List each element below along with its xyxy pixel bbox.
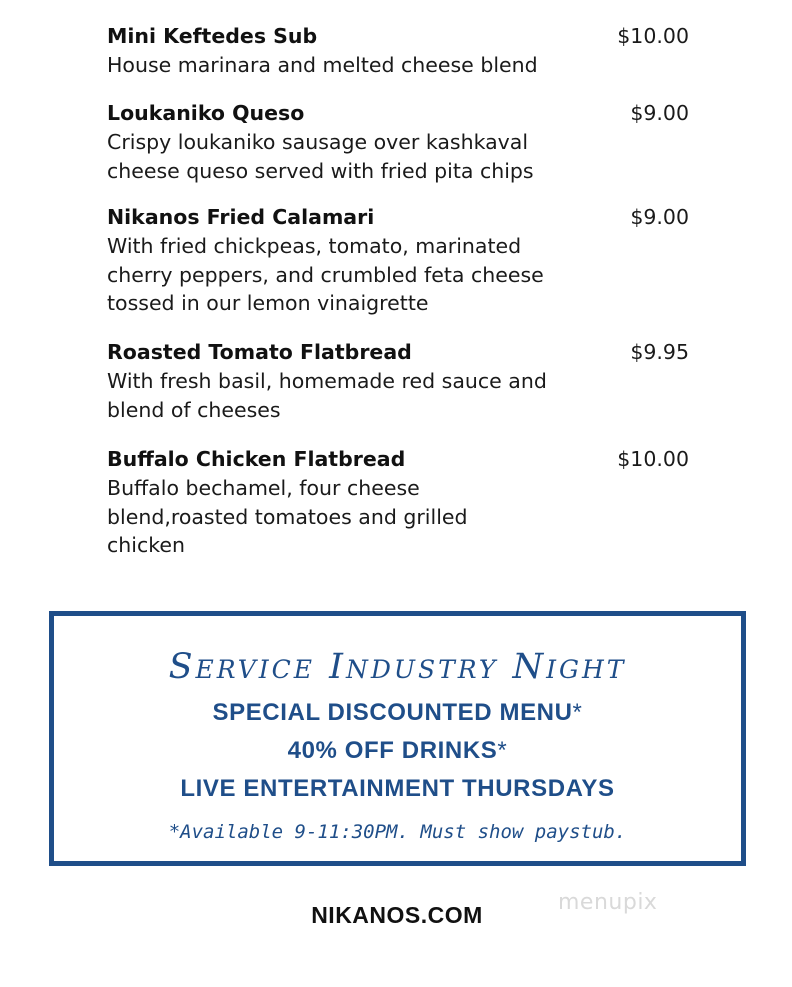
- promo-availability-note: *Available 9-11:30PM. Must show paystub.: [168, 821, 627, 843]
- item-price: $10.00: [617, 447, 689, 471]
- website-link[interactable]: NIKANOS.COM: [311, 902, 483, 928]
- menu-item-loukaniko-queso: [107, 99, 689, 185]
- item-price: $10.00: [617, 24, 689, 48]
- menu-item-nikanos-fried-calamari: [107, 203, 689, 318]
- promo-line-live-entertainment: LIVE ENTERTAINMENT THURSDAYS: [180, 775, 615, 802]
- item-name: Nikanos Fried Calamari: [107, 205, 375, 229]
- item-description-line: chicken: [107, 533, 185, 557]
- item-price: $9.95: [630, 340, 689, 364]
- menupix-watermark: menupix: [558, 890, 658, 915]
- promo-line-text: 40% OFF DRINKS: [287, 737, 498, 764]
- item-description-line: cherry peppers, and crumbled feta cheese: [107, 262, 544, 287]
- item-price: $9.00: [630, 101, 689, 125]
- item-description-line: With fried chickpeas, tomato, marinated: [107, 234, 522, 258]
- item-description-line: With fresh basil, homemade red sauce and: [107, 369, 547, 393]
- menu-item-mini-keftedes-sub: [107, 22, 689, 80]
- menu-item-roasted-tomato-flatbread: [107, 338, 689, 424]
- item-price: $9.00: [630, 205, 689, 229]
- item-name: Loukaniko Queso: [107, 101, 305, 125]
- asterisk: *: [497, 737, 508, 764]
- item-name: Mini Keftedes Sub: [107, 24, 318, 48]
- item-name: Roasted Tomato Flatbread: [107, 340, 412, 364]
- promo-title: Service Industry Night: [168, 647, 627, 687]
- promo-line-text: SPECIAL DISCOUNTED MENU: [212, 699, 573, 726]
- promo-line-drinks: [54, 736, 741, 766]
- asterisk: *: [572, 699, 583, 726]
- service-industry-night-box: [49, 611, 746, 866]
- promo-line-discounted-menu: [54, 698, 741, 728]
- item-description-line: Buffalo bechamel, four cheese: [107, 476, 420, 500]
- item-name: Buffalo Chicken Flatbread: [107, 447, 406, 471]
- item-description-line: cheese queso served with fried pita chips: [107, 158, 534, 183]
- item-description-line: blend,roasted tomatoes and grilled: [107, 504, 468, 529]
- item-description-line: Crispy loukaniko sausage over kashkaval: [107, 130, 529, 154]
- item-description-line: blend of cheeses: [107, 397, 281, 422]
- item-description-line: tossed in our lemon vinaigrette: [107, 291, 429, 315]
- item-description-line: House marinara and melted cheese blend: [107, 53, 538, 77]
- menu-item-buffalo-chicken-flatbread: [107, 445, 689, 560]
